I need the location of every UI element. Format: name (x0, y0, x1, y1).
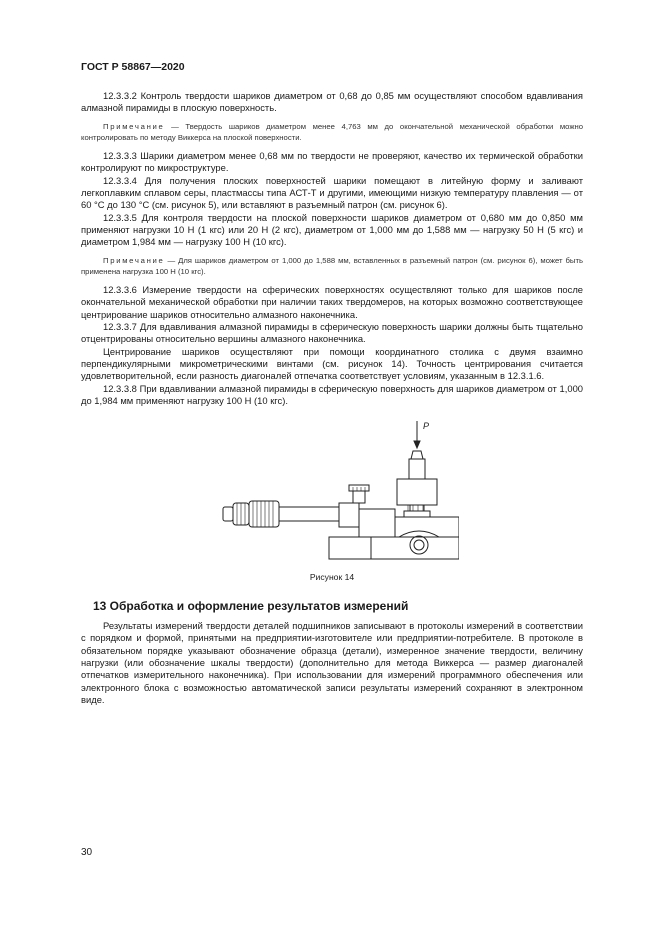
note-1 (81, 121, 583, 144)
paragraph-12-3-3-6: 12.3.3.6 Измерение твердости на сферических поверхностях осуществляют только для шариков после окончательной механической обработки при наличии таких твердомеров, на которых возможно соответствующее центрирование шариков относительно алмазного наконечника. (81, 283, 583, 320)
note-1-label: Примечание (103, 121, 165, 131)
note-2 (81, 255, 583, 278)
paragraph-12-3-3-7: 12.3.3.7 Для вдавливания алмазной пирамиды в сферическую поверхность шарики должны быть тщательно отцентрированы относительно вершины алмазного наконечника. (81, 320, 583, 345)
micrometer-thimble (249, 501, 279, 527)
paragraph-12-3-3-4: 12.3.3.4 Для получения плоских поверхностей шарики помещают в литейную форму и заливают легкоплавким сплавом серы, пластмассы типа АСТ-Т и другими, имеющими низкую температуру плавления — от 60 °С до 130 °С (см. рисунок 5), или вставляют в разъемный патрон (см. рисунок 6). (81, 174, 583, 211)
document-code: ГОСТ Р 58867—2020 (81, 61, 185, 73)
indenter-holder (409, 459, 425, 479)
stage-knob (410, 505, 424, 511)
section-13-title: 13 Обработка и оформление результатов измерений (93, 598, 409, 613)
paragraph-12-3-3-2: 12.3.3.2 Контроль твердости шариков диаметром от 0,68 до 0,85 мм осуществляют способом вдавливания алмазной пирамиды в плоскую поверхность. (81, 90, 583, 114)
indenter-tip (411, 451, 423, 459)
indenter-housing (397, 479, 437, 505)
note-2-text: — Для шариков диаметром от 1,000 до 1,588 мм, вставленных в разъемный патрон (см. рисунок 6), может быть применена нагрузка 100 Н (10 кгс). (81, 255, 583, 277)
carriage-block (359, 509, 395, 537)
paragraph-12-3-3-5: 12.3.3.5 Для контроля твердости на плоской поверхности шариков диаметром от 0,680 мм до 0,850 мм применяют нагрузки 10 Н (1 кгс) или 20 Н (2 кгс), диаметром от 1,000 мм до 1,588 мм — нагрузку 50 Н (5 кгс) и диаметром 1,984 мм — нагрузку 100 Н (10 кгс). (81, 211, 583, 248)
page-content (81, 90, 583, 706)
coordinate-table-drawing (219, 417, 459, 563)
note-2-label: Примечание (103, 255, 165, 265)
force-label: P (423, 421, 430, 432)
micrometer-sleeve (279, 507, 339, 521)
page-number: 30 (81, 847, 93, 858)
ball-hole-inner (414, 540, 424, 550)
figure-14 (81, 417, 583, 563)
force-arrow-head (414, 441, 420, 448)
figure-caption: Рисунок 14 (309, 572, 355, 583)
section-13-body: Результаты измерений твердости деталей подшипников записывают в протоколы измерений в соответствии с порядком и формой, принятыми на предприятии-изготовителе или предприятии-потребителе. В протоколе в обязательном порядке указывают обозначение образца (детали), измеренное значение твердости, величину нагрузки (или обозначение шкалы твердости) (дополнительно для метода Виккерса — размер диагоналей отпечатков измерительного наконечника). При использовании для измерений программного обеспечения или электронного блока с возможностью автоматической записи результаты измерений сохраняют в электронном виде. (81, 619, 583, 705)
screw-cap (353, 491, 365, 503)
stage-knob-base (404, 511, 430, 517)
micrometer-end (223, 507, 233, 521)
paragraph-12-3-3-3: 12.3.3.3 Шарики диаметром менее 0,68 мм по твердости не проверяют, качество их термической обработки контролируют по микроструктуре. (81, 149, 583, 174)
ball-hole-outer (410, 536, 428, 554)
stage-base (329, 537, 459, 559)
carriage-side (339, 503, 359, 527)
paragraph-12-3-3-8: 12.3.3.8 При вдавливании алмазной пирамиды в сферическую поверхность для шариков диаметром от 1,000 до 1,984 мм применяют нагрузку 100 Н (10 кгс). (81, 382, 583, 406)
note-1-text: — Твердость шариков диаметром менее 4,763 мм до окончательной механической обработки можно контролировать по методу Виккерса на плоской поверхности. (81, 121, 583, 143)
paragraph-centering: Центрирование шариков осуществляют при помощи координатного столика с двумя взаимно перпендикулярными микрометрическими винтами (см. рисунок 14). Точность центрирования считается удовлетворительной, если разность диагоналей отпечатка соответствует условиям, указанным в 12.3.1.6. (81, 345, 583, 382)
screw-cap-knob (349, 485, 369, 491)
